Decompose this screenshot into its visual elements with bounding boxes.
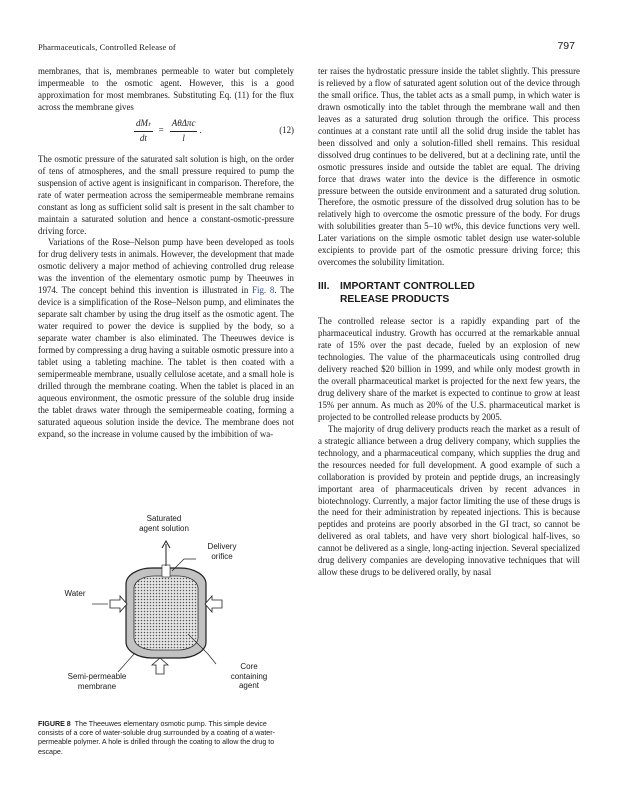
equation-rhs-numerator: AθΔπc <box>170 118 198 132</box>
caption-label: FIGURE 8 <box>38 720 71 728</box>
running-head: Pharmaceuticals, Controlled Release of <box>38 42 176 52</box>
delivery-orifice-shape <box>162 565 170 577</box>
label-semi-text: Semi-permeable membrane <box>67 672 127 691</box>
equation-lhs-numerator: dMₜ <box>134 118 153 132</box>
left-paragraph-3-part-a: Variations of the Rose–Nelson pump have been developed as tools for drug delivery tests in animals. However, the development that made osmotic delivery a major method of achieving controlled drug release was the invention of the elementary osmotic pump by Theeuwes in 1974. The concept behind this invention is illustrated in <box>38 237 294 296</box>
label-saturated-text: Saturated agent solution <box>139 514 189 533</box>
equation-equals: = <box>158 125 164 136</box>
osmotic-pump-diagram <box>38 514 294 724</box>
right-paragraph-2: The controlled release sector is a rapidly expanding part of the pharmaceutical industry. Growth has occurred at the remarkable annual rate of 15% over the past decade, fueled by an explosion of new technologies. The value of the pharmaceuticals using controlled drug delivery reached $20 billion in 1999, and while only modest growth in the overall pharmaceutical market is projected for the next few years, the drug delivery share of the market is expected to continue to grow at least 15% per annum. As much as 20% of the U.S. pharmaceutical market is projected to be controlled release products by 2005. <box>318 316 580 422</box>
left-paragraph-1: membranes, that is, membranes permeable to water but completely impermeable to the osmotic agent. However, this is a good approximation for most membranes. Substituting Eq. (11) for the flux across the membrane gives <box>38 66 294 112</box>
left-paragraph-2: The osmotic pressure of the saturated salt solution is high, on the order of tens of atmospheres, and the small pressure required to pump the suspension of active agent is insignificant in comparison. Therefore, the rate of water permeation across the semipermeable membrane remains constant as long as sufficient solid salt is present in the salt chamber to maintain a saturated solution and hence a constant-osmotic-pressure driving force. <box>38 153 294 236</box>
equation-rhs <box>170 118 198 145</box>
caption-text: The Theeuwes elementary osmotic pump. This simple device consists of a core of water-soluble drug surrounded by a coating of a water-permeable polymer. A hole is drilled through the coating to allow the drug to escape. <box>38 720 275 756</box>
equation-lhs-denominator: dt <box>139 132 147 143</box>
equation-period: . <box>199 125 202 136</box>
equation-body <box>134 118 202 145</box>
right-column <box>318 66 580 579</box>
section-number: III. <box>318 281 330 293</box>
equation-number: (12) <box>279 124 294 135</box>
figure-8-link[interactable]: Fig. 8 <box>252 285 275 296</box>
figure-caption <box>38 720 294 757</box>
label-core-containing-agent <box>214 662 284 691</box>
label-delivery-text: Delivery orifice <box>207 542 237 561</box>
outflow-arrow <box>162 541 170 566</box>
equation-lhs <box>134 118 153 145</box>
section-heading-line-1 <box>318 281 580 294</box>
label-saturated-agent-solution <box>114 514 214 533</box>
section-title-line-2: RELEASE PRODUCTS <box>340 293 450 305</box>
left-paragraph-3 <box>38 237 294 440</box>
equation-rhs-denominator: l <box>182 132 185 143</box>
section-heading <box>318 281 580 306</box>
right-paragraph-1: ter raises the hydrostatic pressure inside the tablet slightly. This pressure is relieved by a flow of saturated agent solution out of the device through the small orifice. Thus, the tablet acts as a small pump, in which water is drawn osmotically into the tablet through the membrane wall and then leaves as a saturated drug solution through the orifice. This process continues at a constant rate until all the solid drug inside the tablet has been dissolved and only a solution-filled shell remains. This residual dissolved drug continues to be delivered, but at a declining rate, until the osmotic pressures inside and outside the tablet are equal. The driving force that draws water into the device is the difference in osmotic pressure between the outside environment and a saturated drug solution. Therefore, the osmotic pressure of the dissolved drug solution has to be relatively high to overcome the osmotic pressure of the body. For drugs with solubilities greater than 5–10 wt%, this device functions very well. Later variations on the simple osmotic tablet design use water-soluble excipients to provide part of the osmotic pressure driving force; this overcomes the solubility limitation. <box>318 66 580 268</box>
right-paragraph-3: The majority of drug delivery products reach the market as a result of a strategic alliance between a drug delivery company, which supplies the technology, and a pharmaceutical company, which supplies the drug and the resources needed for full development. A good example of such a collaboration is provided by protein and peptide drugs, an increasingly important area of pharmaceuticals driven by recent advances in biotechnology. Currently, a major factor limiting the use of these drugs is the need for their administration by repeated injections. This is because peptides and proteins are poorly absorbed in the GI tract, so cannot be delivered as oral tablets, and have very short biological half-lives, so cannot be delivered as a single, long-acting injection. Several specialized drug delivery companies are developing innovative techniques that will allow these drugs to be delivered orally, by nasal <box>318 423 580 578</box>
label-semipermeable-membrane <box>52 672 142 691</box>
label-water <box>58 589 92 599</box>
label-delivery-orifice <box>196 542 248 561</box>
left-column <box>38 66 294 441</box>
section-title-line-1: IMPORTANT CONTROLLED <box>340 281 475 293</box>
label-core-text: Core containing agent <box>230 662 268 690</box>
page-number: 797 <box>557 40 575 52</box>
equation-12 <box>38 116 294 150</box>
drug-core-shape <box>134 576 198 650</box>
left-paragraph-3-part-b: . The device is a simplification of the Rose–Nelson pump, and eliminates the separate salt chamber by using the drug itself as the osmotic agent. The water required to power the device is supplied by the body, so a separate water chamber is also eliminated. The Theeuwes device is formed by compressing a drug having a suitable osmotic pressure into a tablet using a tableting machine. The tablet is then coated with a semipermeable membrane, usually cellulose acetate, and a small hole is drilled through the membrane coating. When the tablet is placed in an aqueous environment, the osmotic pressure of the soluble drug inside the tablet draws water through the semipermeable coating, forming a saturated aqueous solution inside the device. The membrane does not expand, so the increase in volume caused by the imbibition of wa- <box>38 285 294 439</box>
label-water-text: Water <box>64 589 86 598</box>
